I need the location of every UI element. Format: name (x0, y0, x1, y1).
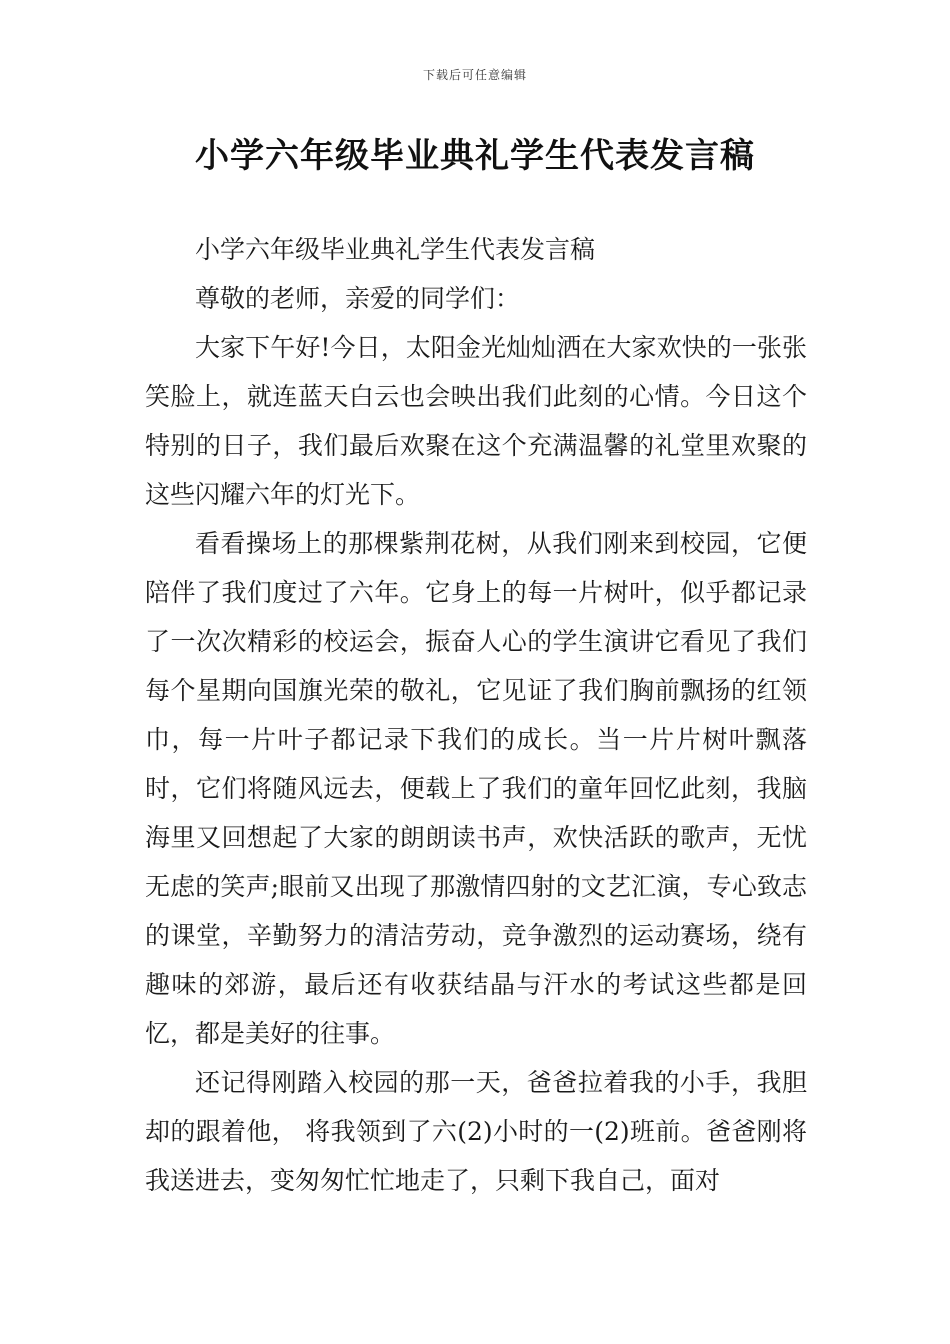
document-title: 小学六年级毕业典礼学生代表发言稿 (195, 136, 755, 176)
paragraph-salutation: 尊敬的老师，亲爱的同学们： (195, 284, 521, 313)
header-note: 下载后可任意编辑 (422, 68, 527, 82)
paragraph-first-day: 还记得刚踏入校园的那一天，爸爸拉着我的小手，我胆却的跟着他， 将我领到了六(2)小时的一(2)班前。爸爸刚将我送进去，变匆匆忙忙地走了，只剩下我自己，面对 (145, 1068, 807, 1195)
document-body (145, 225, 807, 1205)
paragraph-greeting: 大家下午好!今日，太阳金光灿灿洒在大家欢快的一张张笑脸上，就连蓝天白云也会映出我们此刻的心情。今日这个特别的日子，我们最后欢聚在这个充满温馨的礼堂里欢聚的这些闪耀六年的灯光下。 (145, 333, 807, 509)
paragraph-subtitle: 小学六年级毕业典礼学生代表发言稿 (195, 235, 596, 264)
paragraph-memories: 看看操场上的那棵紫荆花树，从我们刚来到校园，它便陪伴了我们度过了六年。它身上的每一片树叶，似乎都记录了一次次精彩的校运会，振奋人心的学生演讲它看见了我们每个星期向国旗光荣的敬礼，它见证了我们胸前飘扬的红领巾，每一片叶子都记录下我们的成长。当一片片树叶飘落时，它们将随风远去，便载上了我们的童年回忆此刻，我脑海里又回想起了大家的朗朗读书声，欢快活跃的歌声，无忧无虑的笑声;眼前又出现了那激情四射的文艺汇演，专心致志的课堂，辛勤努力的清洁劳动，竞争激烈的运动赛场，绕有趣味的郊游，最后还有收获结晶与汗水的考试这些都是回忆，都是美好的往事。 (145, 529, 807, 1048)
